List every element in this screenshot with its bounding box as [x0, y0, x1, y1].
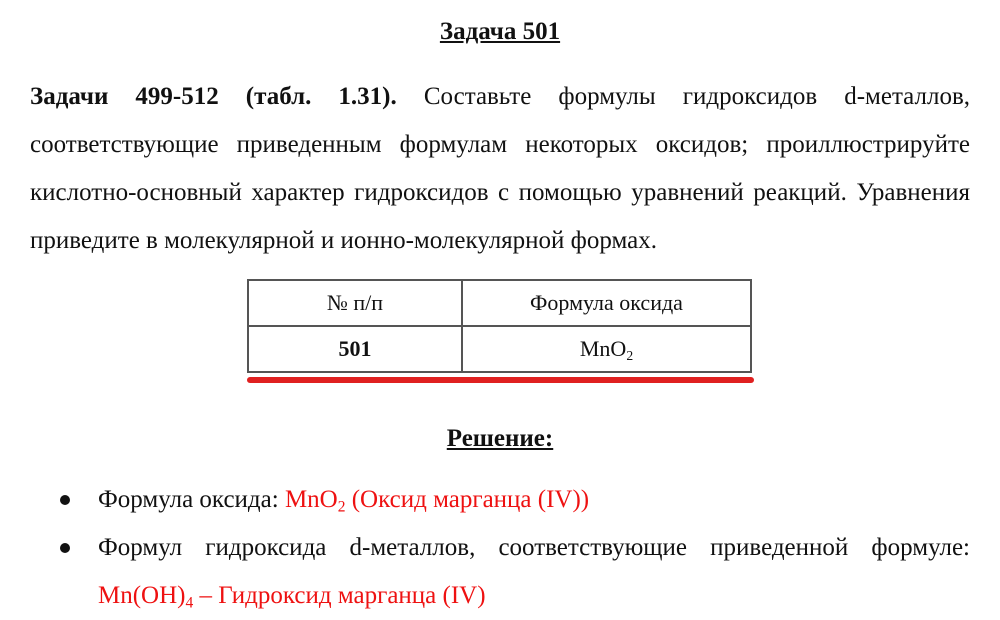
formula-base: MnO	[579, 336, 627, 361]
solution-list	[60, 476, 970, 620]
table-cell-number: 501	[248, 326, 462, 372]
task-paragraph	[30, 73, 970, 265]
bullet-label: Формул гидроксида d-металлов, соответствующие приведенной формуле:	[98, 534, 970, 561]
value-subscript: 2	[337, 498, 346, 516]
solution-title: Решение:	[446, 425, 554, 452]
bullet-label: Формула оксида:	[98, 486, 285, 513]
value-rest: – Гидроксид марганца (IV)	[193, 582, 486, 609]
list-item	[60, 476, 970, 524]
formula-subscript: 2	[626, 348, 634, 364]
bullet-value	[284, 486, 590, 516]
table-header-number: № п/п	[248, 280, 462, 326]
value-base: MnO	[284, 486, 338, 513]
table-row	[248, 326, 751, 372]
value-subscript: 4	[185, 594, 194, 612]
bullet-value	[98, 582, 486, 612]
page-title: Задача 501	[439, 18, 561, 45]
red-underline-mark	[247, 377, 754, 383]
table-cell-formula	[462, 326, 751, 372]
task-text: Составьте формулы гидроксидов d-металлов, соответствующие приведенным формулам некоторых оксидов; проиллюстрируйте кислотно-основный характер гидроксидов с помощью уравнений реакций. Уравнения приведите в молекулярной и ионно-молекулярной формах.	[30, 83, 971, 254]
bullet-icon	[60, 495, 70, 505]
value-rest: (Оксид марганца (IV))	[345, 486, 590, 513]
value-base: Mn(OH)	[98, 582, 186, 609]
list-item	[60, 524, 970, 620]
table-header-row	[248, 280, 751, 326]
task-bold-prefix: Задачи 499-512 (табл. 1.31).	[30, 83, 397, 110]
oxide-table-wrapper	[247, 279, 753, 373]
oxide-table	[247, 279, 752, 373]
bullet-icon	[60, 543, 70, 553]
table-header-formula: Формула оксида	[462, 280, 751, 326]
